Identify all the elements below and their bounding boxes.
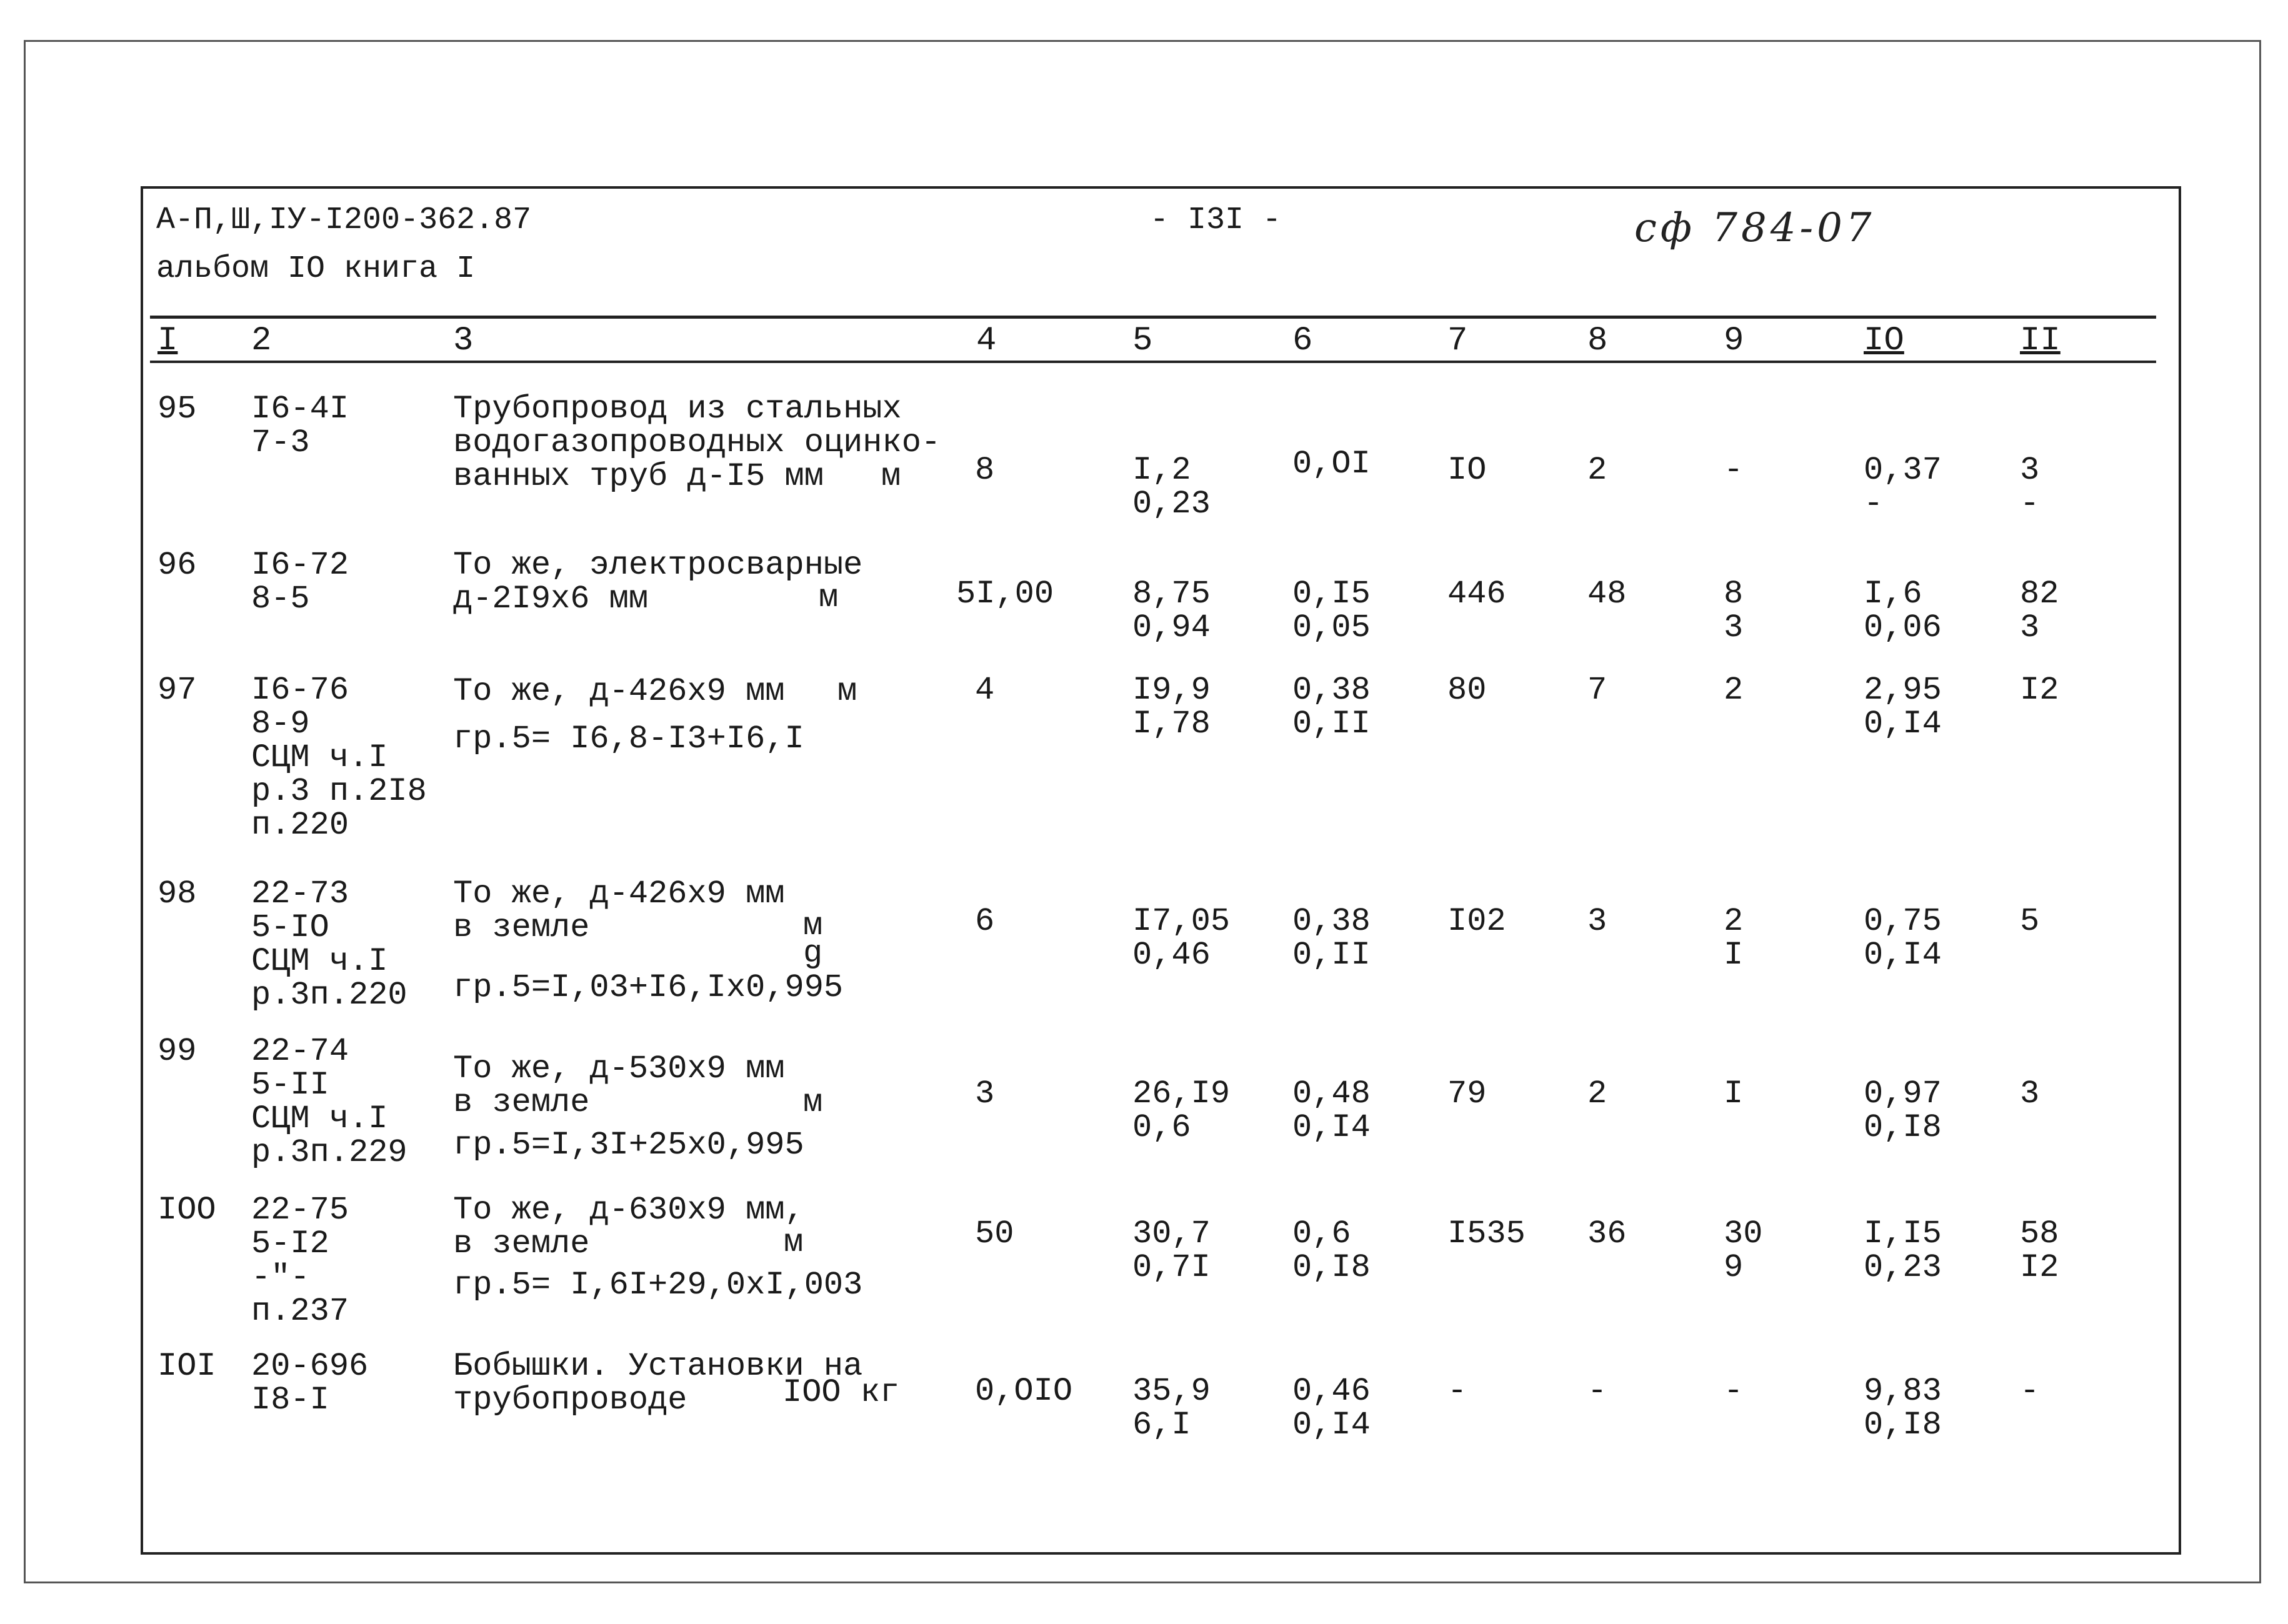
col6-value: 0,38 0,II bbox=[1292, 903, 1371, 974]
row-number: 98 bbox=[157, 875, 197, 912]
col-head-7: 7 bbox=[1447, 322, 1468, 360]
header-rule-bottom bbox=[150, 361, 2156, 363]
work-description: То же, д-426х9 мм в земле bbox=[453, 875, 785, 946]
rate-code: 22-75 5-I2 -"- п.237 bbox=[251, 1192, 349, 1330]
work-description: То же, д-630х9 мм, в земле bbox=[453, 1192, 804, 1262]
col8-value: 7 bbox=[1587, 672, 1607, 709]
col9-value: 2 I bbox=[1724, 903, 1744, 974]
col11-value: 5 bbox=[2020, 903, 2040, 940]
work-description: То же, электросварные д-2I9х6 мм bbox=[453, 547, 863, 617]
col7-value: 80 bbox=[1447, 672, 1487, 709]
quantity: 50 bbox=[975, 1215, 1014, 1252]
col5-value: I,2 0,23 bbox=[1132, 452, 1211, 522]
col8-value: 3 bbox=[1587, 903, 1607, 940]
quantity: 0,OIO bbox=[975, 1373, 1073, 1410]
rate-code: 20-696 I8-I bbox=[251, 1348, 369, 1418]
col8-value: - bbox=[1587, 1373, 1607, 1410]
unit: м bbox=[819, 579, 839, 616]
col7-value: 79 bbox=[1447, 1075, 1487, 1112]
col11-value: 3 - bbox=[2020, 452, 2040, 522]
col-head-8: 8 bbox=[1587, 322, 1608, 360]
col10-value: I,6 0,06 bbox=[1864, 575, 1942, 646]
col10-value: 0,37 - bbox=[1864, 452, 1942, 522]
album-label: альбом IO книга I bbox=[156, 251, 476, 287]
col-head-2: 2 bbox=[251, 322, 272, 360]
col9-value: 2 bbox=[1724, 672, 1744, 709]
col7-value: IO bbox=[1447, 452, 1487, 489]
col7-value: 446 bbox=[1447, 575, 1506, 612]
col-head-4: 4 bbox=[976, 322, 997, 360]
col-head-11: II bbox=[2020, 322, 2061, 360]
page-number: - I3I - bbox=[1150, 202, 1282, 238]
quantity: 4 bbox=[975, 672, 995, 709]
work-description: То же, д-530х9 мм в земле bbox=[453, 1050, 785, 1121]
row-number: IOO bbox=[157, 1192, 216, 1228]
col-head-1: I bbox=[157, 322, 178, 360]
col7-value: I535 bbox=[1447, 1215, 1526, 1252]
col9-value: - bbox=[1724, 452, 1744, 489]
col8-value: 36 bbox=[1587, 1215, 1627, 1252]
col9-value: 30 9 bbox=[1724, 1215, 1763, 1286]
row-number: 95 bbox=[157, 391, 197, 427]
quantity: 5I,00 bbox=[956, 575, 1054, 612]
formula: гр.5=I,03+I6,Iх0,995 bbox=[453, 969, 844, 1006]
col8-value: 2 bbox=[1587, 452, 1607, 489]
col5-value: I9,9 I,78 bbox=[1132, 672, 1211, 742]
rate-code: I6-72 8-5 bbox=[251, 547, 349, 617]
col10-value: I,I5 0,23 bbox=[1864, 1215, 1942, 1286]
col-head-3: 3 bbox=[453, 322, 474, 360]
formula: гр.5= I6,8-I3+I6,I bbox=[453, 720, 804, 757]
unit: м bbox=[803, 1084, 823, 1121]
col10-value: 0,75 0,I4 bbox=[1864, 903, 1942, 974]
unit: м bbox=[837, 673, 857, 710]
quantity: 3 bbox=[975, 1075, 995, 1112]
col11-value: I2 bbox=[2020, 672, 2059, 709]
col9-value: - bbox=[1724, 1373, 1744, 1410]
formula: гр.5= I,6I+29,0хI,003 bbox=[453, 1267, 863, 1303]
col6-value: 0,I5 0,05 bbox=[1292, 575, 1371, 646]
formula: гр.5=I,3I+25х0,995 bbox=[453, 1127, 804, 1163]
col7-value: I02 bbox=[1447, 903, 1506, 940]
unit: IOO кг bbox=[782, 1374, 900, 1411]
row-number: IOI bbox=[157, 1348, 216, 1385]
col6-value: 0,38 0,II bbox=[1292, 672, 1371, 742]
col9-value: 8 3 bbox=[1724, 575, 1744, 646]
unit: м bbox=[784, 1224, 804, 1261]
col8-value: 2 bbox=[1587, 1075, 1607, 1112]
work-description: То же, д-426х9 мм bbox=[453, 673, 785, 710]
doc-code: А-П,Ш,IУ-I200-362.87 bbox=[156, 202, 532, 238]
rate-code: 22-74 5-II СЦМ ч.I р.3п.229 bbox=[251, 1033, 407, 1171]
row-number: 97 bbox=[157, 672, 197, 709]
row-number: 99 bbox=[157, 1033, 197, 1070]
quantity: 8 bbox=[975, 452, 995, 489]
col-head-10: IO bbox=[1864, 322, 1904, 360]
rate-code: 22-73 5-IO СЦМ ч.I р.3п.220 bbox=[251, 875, 407, 1014]
col6-value: 0,OI bbox=[1292, 446, 1371, 482]
col6-value: 0,6 0,I8 bbox=[1292, 1215, 1371, 1286]
col9-value: I bbox=[1724, 1075, 1744, 1112]
col7-value: - bbox=[1447, 1373, 1467, 1410]
col5-value: 8,75 0,94 bbox=[1132, 575, 1211, 646]
col5-value: 26,I9 0,6 bbox=[1132, 1075, 1231, 1146]
handwritten-stamp: сф 784-07 bbox=[1634, 205, 1876, 251]
rate-code: I6-4I 7-3 bbox=[251, 391, 349, 461]
col6-value: 0,46 0,I4 bbox=[1292, 1373, 1371, 1443]
col11-value: 58 I2 bbox=[2020, 1215, 2059, 1286]
col8-value: 48 bbox=[1587, 575, 1627, 612]
unit: м bbox=[881, 458, 901, 495]
col11-value: 3 bbox=[2020, 1075, 2040, 1112]
col10-value: 2,95 0,I4 bbox=[1864, 672, 1942, 742]
work-description: Бобышки. Установки на трубопроводе bbox=[453, 1348, 863, 1418]
rate-code: I6-76 8-9 СЦМ ч.I р.3 п.2I8 п.220 bbox=[251, 672, 427, 844]
col10-value: 0,97 0,I8 bbox=[1864, 1075, 1942, 1146]
col5-value: I7,05 0,46 bbox=[1132, 903, 1231, 974]
work-description: Трубопровод из стальных водогазопроводных оцинко- ванных труб д-I5 мм bbox=[453, 391, 941, 495]
document-frame bbox=[141, 186, 2181, 1555]
col10-value: 9,83 0,I8 bbox=[1864, 1373, 1942, 1443]
unit: м g bbox=[803, 907, 823, 972]
col-head-6: 6 bbox=[1292, 322, 1313, 360]
col11-value: 82 3 bbox=[2020, 575, 2059, 646]
col5-value: 35,9 6,I bbox=[1132, 1373, 1211, 1443]
col-head-5: 5 bbox=[1132, 322, 1153, 360]
col5-value: 30,7 0,7I bbox=[1132, 1215, 1211, 1286]
row-number: 96 bbox=[157, 547, 197, 584]
col11-value: - bbox=[2020, 1373, 2040, 1410]
col6-value: 0,48 0,I4 bbox=[1292, 1075, 1371, 1146]
quantity: 6 bbox=[975, 903, 995, 940]
header-rule-top bbox=[150, 316, 2156, 319]
col-head-9: 9 bbox=[1724, 322, 1744, 360]
